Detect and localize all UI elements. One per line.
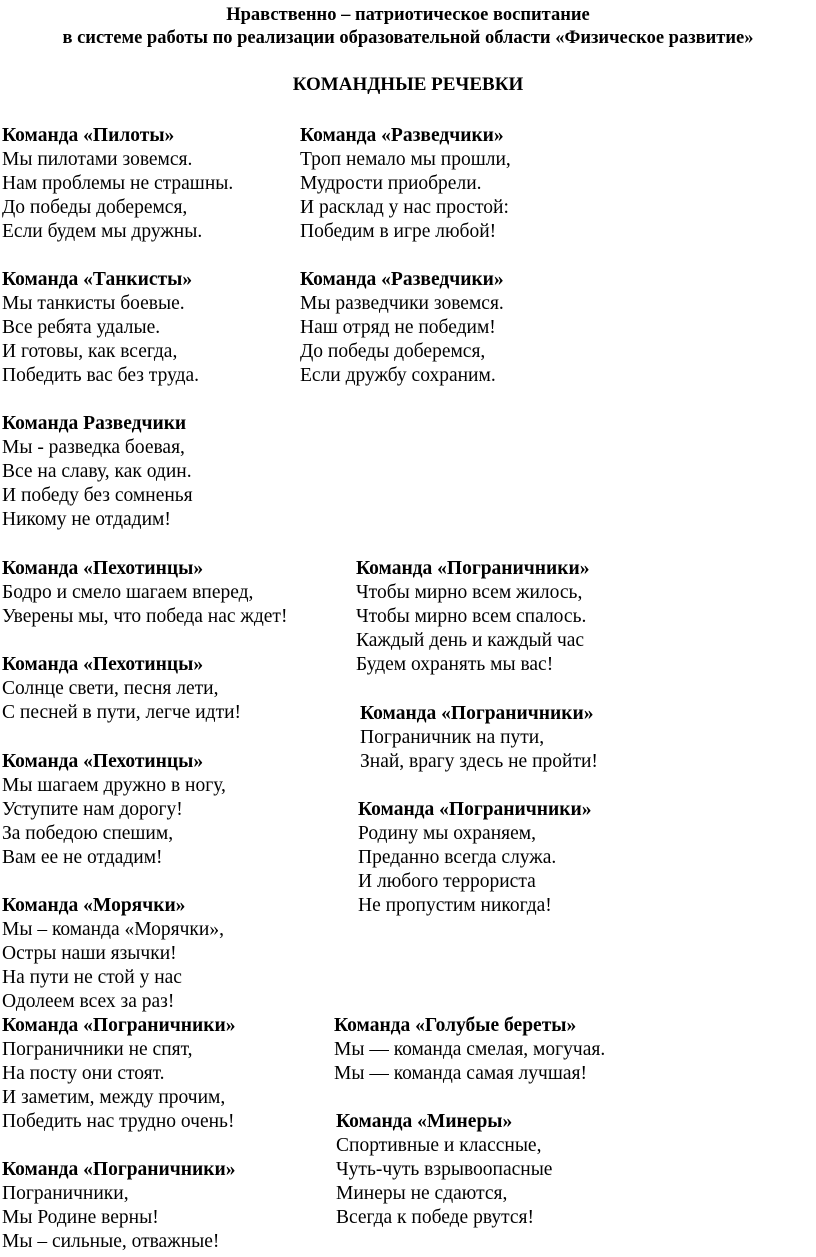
- chant-line: На пути не стой у нас: [2, 967, 182, 988]
- chant-heading: Команда «Разведчики»: [300, 269, 504, 290]
- chant-line: Победим в игре любой!: [300, 221, 497, 242]
- chant-heading: Команда «Морячки»: [2, 895, 186, 916]
- chant-line: Мы пилотами зовемся.: [2, 149, 193, 170]
- chant-heading: Команда «Голубые береты»: [334, 1015, 577, 1036]
- chant-line: Мы шагаем дружно в ногу,: [2, 775, 226, 796]
- chant-line: Мы Родине верны!: [2, 1207, 159, 1228]
- chant-line: Будем охранять мы вас!: [356, 654, 554, 675]
- chant-line: И любого террориста: [358, 871, 536, 892]
- chant-block-infantry-1: [2, 557, 287, 629]
- chant-line: Знай, врагу здесь не пройти!: [360, 751, 598, 772]
- chant-line: Мы — команда смелая, могучая.: [334, 1039, 606, 1060]
- chant-line: Пограничник на пути,: [360, 727, 545, 748]
- chant-heading: Команда «Минеры»: [336, 1111, 513, 1132]
- chant-line: Родину мы охраняем,: [358, 823, 536, 844]
- chant-line: И победу без сомненья: [2, 485, 193, 506]
- chant-line: Мы — команда самая лучшая!: [334, 1063, 587, 1084]
- chant-heading: Команда «Пограничники»: [356, 558, 590, 579]
- chant-block-tankers: [2, 268, 199, 388]
- chant-line: До победы доберемся,: [2, 197, 188, 218]
- chant-line: И заметим, между прочим,: [2, 1087, 226, 1108]
- chant-heading: Команда «Пограничники»: [358, 799, 592, 820]
- chant-line: Мы танкисты боевые.: [2, 293, 185, 314]
- chant-line: Преданно всегда служа.: [358, 847, 557, 868]
- chant-line: Мы – сильные, отважные!: [2, 1231, 220, 1252]
- chant-line: Уступите нам дорогу!: [2, 799, 183, 820]
- chant-line: Пограничники не спят,: [2, 1039, 193, 1060]
- chant-block-pilots: [2, 124, 233, 244]
- chant-line: Остры наши язычки!: [2, 943, 177, 964]
- chant-heading: Команда «Пограничники»: [2, 1015, 236, 1036]
- chant-line: Вам ее не отдадим!: [2, 847, 163, 868]
- chant-block-sappers: [336, 1110, 552, 1230]
- chant-block-scouts-3: [2, 412, 193, 532]
- chant-line: Пограничники,: [2, 1183, 129, 1204]
- chant-line: Всегда к победе рвутся!: [336, 1207, 534, 1228]
- chant-block-border-guards-3: [358, 798, 591, 918]
- page-title: КОМАНДНЫЕ РЕЧЕВКИ: [292, 74, 524, 95]
- document-header-line-2: в системе работы по реализации образовательной области «Физическое развитие»: [62, 28, 754, 48]
- chant-block-border-guards-2: [360, 702, 598, 774]
- chant-line: Спортивные и классные,: [336, 1135, 542, 1156]
- chant-line: Каждый день и каждый час: [356, 630, 585, 651]
- chant-block-blue-berets: [334, 1014, 605, 1086]
- chant-line: Уверены мы, что победа нас ждет!: [2, 606, 288, 627]
- chant-line: Не пропустим никогда!: [358, 895, 552, 916]
- chant-line: Если будем мы дружны.: [2, 221, 203, 242]
- chant-line: Мы – команда «Морячки»,: [2, 919, 224, 940]
- chant-line: На посту они стоят.: [2, 1063, 165, 1084]
- chant-block-infantry-3: [2, 750, 226, 870]
- chant-line: Солнце свети, песня лети,: [2, 678, 219, 699]
- chant-line: Победить вас без труда.: [2, 365, 200, 386]
- chant-line: Чтобы мирно всем спалось.: [356, 606, 587, 627]
- chant-line: Троп немало мы прошли,: [300, 149, 511, 170]
- chant-line: Наш отряд не победим!: [300, 317, 496, 338]
- chant-line: Победить нас трудно очень!: [2, 1111, 235, 1132]
- chant-line: Бодро и смело шагаем вперед,: [2, 582, 254, 603]
- chant-line: Мы разведчики зовемся.: [300, 293, 504, 314]
- chant-line: Все на славу, как один.: [2, 461, 192, 482]
- chant-line: И готовы, как всегда,: [2, 341, 178, 362]
- chant-block-scouts-2: [300, 268, 504, 388]
- chant-block-border-guards-5: [2, 1158, 235, 1254]
- chant-heading: Команда «Пехотинцы»: [2, 654, 204, 675]
- chant-line: Минеры не сдаются,: [336, 1183, 508, 1204]
- chant-heading: Команда «Пограничники»: [2, 1159, 236, 1180]
- chant-block-border-guards-4: [2, 1014, 235, 1134]
- chant-heading: Команда «Разведчики»: [300, 125, 504, 146]
- chant-line: Чуть-чуть взрывоопасные: [336, 1159, 553, 1180]
- chant-line: Одолеем всех за раз!: [2, 991, 175, 1012]
- chant-block-border-guards-1: [356, 557, 589, 677]
- chant-line: Чтобы мирно всем жилось,: [356, 582, 583, 603]
- chant-line: До победы доберемся,: [300, 341, 486, 362]
- chant-heading: Команда «Пилоты»: [2, 125, 175, 146]
- chant-heading: Команда «Пограничники»: [360, 703, 594, 724]
- chant-line: Никому не отдадим!: [2, 509, 171, 530]
- chant-line: И расклад у нас простой:: [300, 197, 509, 218]
- chant-heading: Команда «Пехотинцы»: [2, 558, 204, 579]
- chant-heading: Команда Разведчики: [2, 413, 187, 434]
- chant-block-scouts-1: [300, 124, 511, 244]
- chant-heading: Команда «Пехотинцы»: [2, 751, 204, 772]
- chant-heading: Команда «Танкисты»: [2, 269, 193, 290]
- chant-line: Все ребята удалые.: [2, 317, 161, 338]
- chant-block-infantry-2: [2, 653, 241, 725]
- chant-block-sailors: [2, 894, 224, 1014]
- chant-line: С песней в пути, легче идти!: [2, 702, 242, 723]
- chant-line: Нам проблемы не страшны.: [2, 173, 234, 194]
- chant-line: За победою спешим,: [2, 823, 174, 844]
- chant-line: Мудрости приобрели.: [300, 173, 482, 194]
- chant-line: Если дружбу сохраним.: [300, 365, 496, 386]
- chant-line: Мы - разведка боевая,: [2, 437, 185, 458]
- document-header-line-1: Нравственно – патриотическое воспитание: [226, 5, 590, 25]
